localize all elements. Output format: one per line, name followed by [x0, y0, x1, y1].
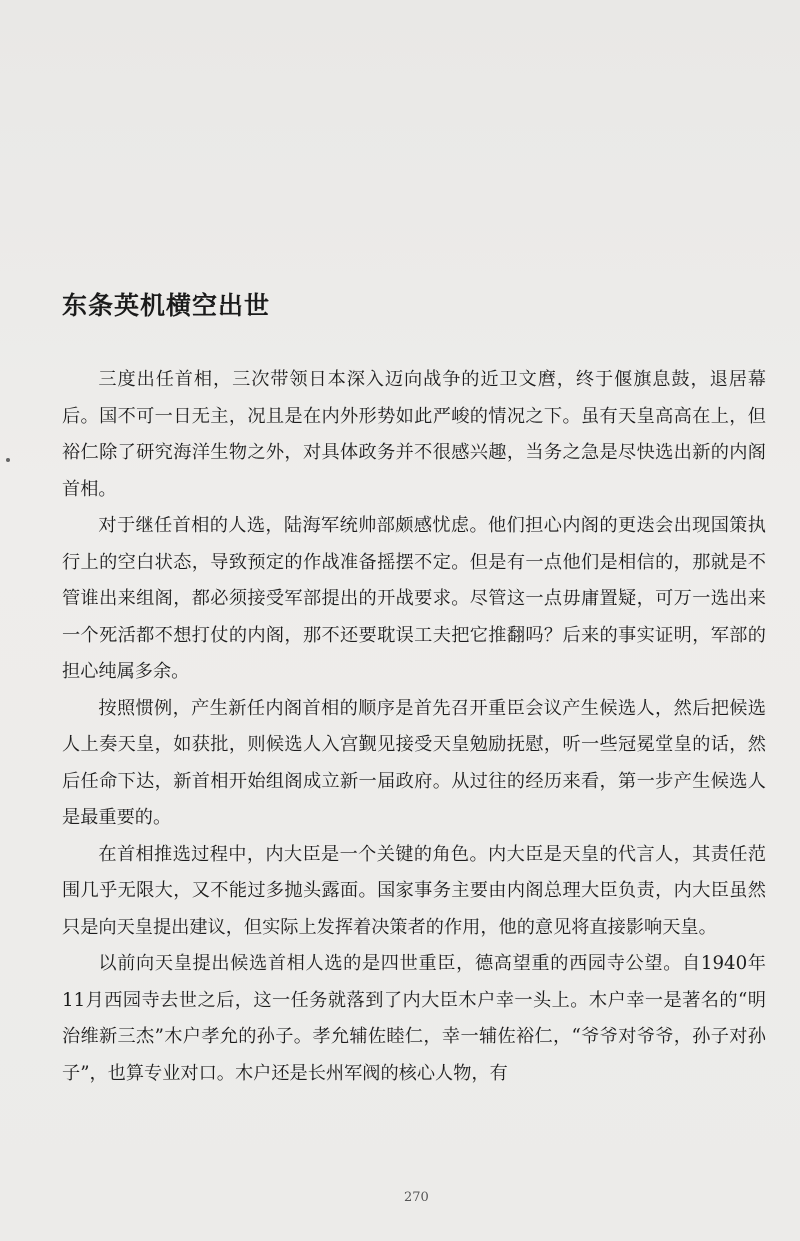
paragraph: 按照惯例，产生新任内阁首相的顺序是首先召开重臣会议产生候选人，然后把候选人上奏天皇，如获批，则候选人入宫觐见接受天皇勉励抚慰，听一些冠冕堂皇的话，然后任命下达，新首相开始组阁成立新一届政府。从过往的经历来看，第一步产生候选人是最重要的。 [62, 697, 766, 828]
paragraph: 以前向天皇提出候选首相人选的是四世重臣，德高望重的西园寺公望。自1940年11月西园寺去世之后，这一任务就落到了内大臣木户幸一头上。木户幸一是著名的“明治维新三杰”木户孝允的孙子。孝允辅佐睦仁，幸一辅佐裕仁，“爷爷对爷爷，孙子对孙子”，也算专业对口。木户还是长州军阀的核心人物，有 [62, 953, 766, 1084]
paragraph: 在首相推选过程中，内大臣是一个关键的角色。内大臣是天皇的代言人，其责任范围几乎无限大，又不能过多抛头露面。国家事务主要由内阁总理大臣负责，内大臣虽然只是向天皇提出建议，但实际上发挥着决策者的作用，他的意见将直接影响天皇。 [62, 843, 766, 938]
paragraph: 三度出任首相，三次带领日本深入迈向战争的近卫文麿，终于偃旗息鼓，退居幕后。国不可一日无主，况且是在内外形势如此严峻的情况之下。虽有天皇高高在上，但裕仁除了研究海洋生物之外，对具体政务并不很感兴趣，当务之急是尽快选出新的内阁首相。 [62, 369, 766, 500]
body-text [62, 362, 766, 1092]
page-number: 270 [404, 1190, 429, 1205]
section-heading: 东条英机横空出世 [62, 291, 271, 320]
paragraph: 对于继任首相的人选，陆海军统帅部颇感忧虑。他们担心内阁的更迭会出现国策执行上的空白状态，导致预定的作战准备摇摆不定。但是有一点他们是相信的，那就是不管谁出来组阁，都必须接受军部提出的开战要求。尽管这一点毋庸置疑，可万一选出来一个死活都不想打仗的内阁，那不还要耽误工夫把它推翻吗？后来的事实证明，军部的担心纯属多余。 [62, 515, 766, 682]
ink-speck [6, 458, 10, 462]
